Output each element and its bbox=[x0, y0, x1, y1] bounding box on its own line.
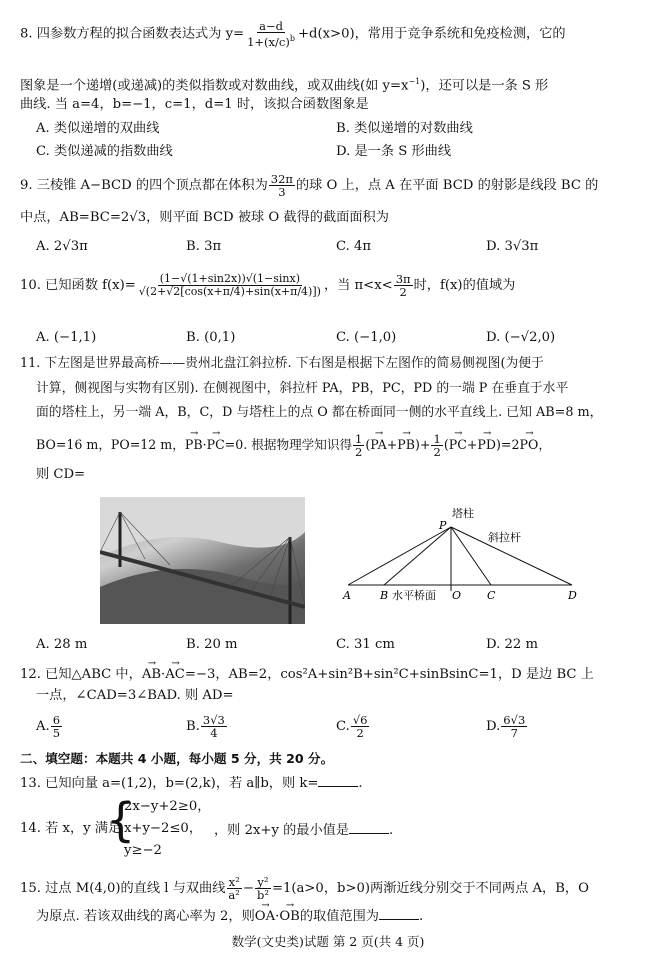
point-b: B bbox=[380, 589, 389, 602]
point-a: A bbox=[343, 589, 351, 602]
q11-line4: BO=16 m，PO=12 m，→ PB·→ PC=0. 根据物理学知识得 $\frac{1}{2}$ (→ PA+→ PB)+ $\frac{1}{2}$ (→ PC+→ PD)=2→ PO， bbox=[36, 433, 551, 458]
q13-line: 13. 已知向量 a=(1,2)，b=(2,k)，若 a∥b，则 k= . bbox=[20, 776, 363, 791]
q12-option-c[interactable]: C. $\frac{√6}{2}$ bbox=[336, 713, 368, 740]
q8-line1: 8. 四参数方程的拟合函数表达式为 y= $\frac{a-d}{1+(x/c)^b}$ +d(x>0)，常用于竞争系统和免疫检测，它的 bbox=[20, 19, 566, 49]
q11-line1: 11. 下左图是世界最高桥——贵州北盘江斜拉桥. 下右图是根据下左图作的简易侧视图(为便于 bbox=[20, 356, 544, 371]
q11-line5: 则 CD= bbox=[36, 467, 86, 482]
q14-pre: 14. 若 x，y 满足 bbox=[20, 821, 122, 836]
q11-line2: 计算，侧视图与实物有区别). 在侧视图中，斜拉杆 PA，PB，PC，PD 的一端 P 在垂直于水平 bbox=[36, 381, 569, 396]
q8-fraction: $\frac{a-d}{1+(x/c)^b}$ bbox=[247, 19, 295, 49]
q11-option-b[interactable]: B. 20 m bbox=[186, 637, 238, 652]
q15-line2: 为原点. 若该双曲线的离心率为 2，则→ OA·→ OB的取值范围为 . bbox=[36, 907, 423, 925]
q14-post: ，则 2x+y 的最小值是 . bbox=[214, 823, 394, 838]
q10-option-b[interactable]: B. (0,1) bbox=[186, 330, 236, 345]
q12-line2: 一点，∠CAD=3∠BAD. 则 AD= bbox=[36, 688, 234, 703]
q12-option-d[interactable]: D. $\frac{6√3}{7}$ bbox=[486, 713, 526, 740]
q14-constraint-2: x+y−2≤0， bbox=[124, 821, 203, 836]
q8-option-b[interactable]: B. 类似递增的对数曲线 bbox=[336, 121, 473, 136]
q14-brace: { bbox=[106, 793, 136, 847]
q8-line3: 曲线. 当 a=4，b=−1，c=1，d=1 时，该拟合函数图象是 bbox=[20, 97, 369, 112]
q9-option-a[interactable]: A. 2√3π bbox=[36, 239, 88, 254]
section-2-heading: 二、填空题：本题共 4 小题，每小题 5 分，共 20 分。 bbox=[20, 751, 334, 766]
bridge-side-view-diagram bbox=[340, 505, 590, 605]
q11-option-c[interactable]: C. 31 cm bbox=[336, 637, 395, 652]
q13-answer-blank[interactable] bbox=[318, 774, 358, 787]
q12-option-a[interactable]: A. $\frac{6}{5}$ bbox=[36, 713, 61, 740]
point-p: P bbox=[439, 519, 447, 532]
bridge-photo bbox=[100, 497, 305, 624]
q11-option-a[interactable]: A. 28 m bbox=[36, 637, 88, 652]
q15-line1: 15. 过点 M(4,0)的直线 l 与双曲线 $\frac{\text{x²}}{\text{a²}}$ − $\frac{\text{y²}}{\text{b²}}$ =1(a>0，b>0)两渐近线分别交于不同两点 A，B，O bbox=[20, 875, 589, 902]
point-d: D bbox=[568, 589, 577, 602]
q9-line2: 中点，AB=BC=2√3，则平面 BCD 被球 O 截得的截面面积为 bbox=[20, 210, 389, 225]
q8-option-d[interactable]: D. 是一条 S 形曲线 bbox=[336, 144, 452, 159]
q8-line2: 图象是一个递增(或递减)的类似指数或对数曲线，或双曲线(如 $y=x^{-1}$)，还可以是一条 S 形 bbox=[20, 77, 549, 94]
q12-option-b[interactable]: B. $\frac{3√3}{4}$ bbox=[186, 713, 225, 740]
tower-label: 塔柱 bbox=[452, 507, 474, 520]
q8-option-a[interactable]: A. 类似递增的双曲线 bbox=[36, 121, 160, 136]
q14-answer-blank[interactable] bbox=[349, 821, 389, 834]
q8-option-c[interactable]: C. 类似递减的指数曲线 bbox=[36, 144, 173, 159]
deck-label: 水平桥面 bbox=[392, 589, 436, 602]
q10-line1: 10. 已知函数 f(x)= $\frac{(1-√(1+\sin 2x))√(1-\sin x)}{√(2+√2[\cos(x+\pi/4)+\sin(x+\pi/4)])}$ ，当 π<x< $\frac{3\pi}{2}$ 时，f(x)的值域为 bbox=[20, 272, 516, 299]
q10-option-a[interactable]: A. (−1,1) bbox=[36, 330, 97, 345]
q15-answer-blank[interactable] bbox=[379, 907, 419, 920]
q10-option-d[interactable]: D. (−√2,0) bbox=[486, 330, 556, 345]
q9-option-c[interactable]: C. 4π bbox=[336, 239, 372, 254]
q11-line3: 面的塔柱上，另一端 A，B，C，D 与塔柱上的点 O 都在桥面同一侧的水平直线上. 已知 AB=8 m， bbox=[36, 405, 603, 420]
q9-option-d[interactable]: D. 3√3π bbox=[486, 239, 539, 254]
q14-constraint-3: y≥−2 bbox=[124, 843, 162, 858]
q14-constraint-1: 2x−y+2≥0， bbox=[124, 799, 211, 814]
q11-option-d[interactable]: D. 22 m bbox=[486, 637, 538, 652]
point-o: O bbox=[452, 589, 462, 602]
point-c: C bbox=[487, 589, 496, 602]
q10-option-c[interactable]: C. (−1,0) bbox=[336, 330, 397, 345]
cable-label: 斜拉杆 bbox=[488, 531, 521, 544]
q9-line1: 9. 三棱锥 A−BCD 的四个顶点都在体积为 $\frac{32\pi}{3}$ 的球 O 上，点 A 在平面 BCD 的射影是线段 BC 的 bbox=[20, 172, 599, 199]
q9-option-b[interactable]: B. 3π bbox=[186, 239, 222, 254]
q12-line1: 12. 已知△ABC 中，→ AB·→ AC=−3，AB=2，cos²A+sin²B+sin²C+sinBsinC=1，D 是边 BC 上 bbox=[20, 665, 594, 683]
page-footer: 数学(文史类)试题 第 2 页(共 4 页) bbox=[231, 934, 425, 949]
